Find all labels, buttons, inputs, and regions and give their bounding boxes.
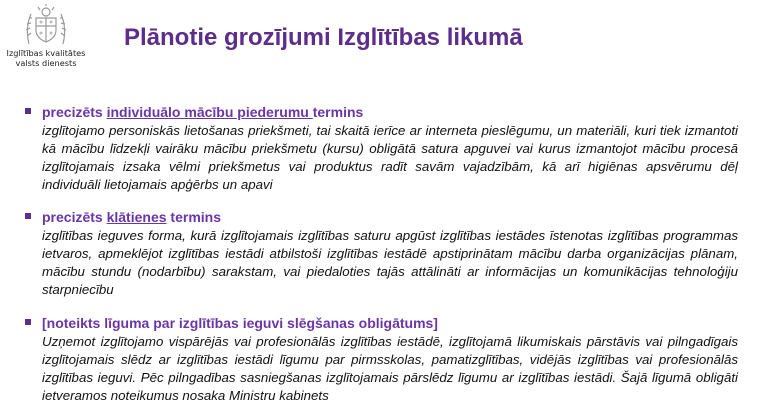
- square-bullet-icon: [25, 319, 31, 325]
- item-heading: [42, 209, 738, 225]
- item-body: izglītības ieguves forma, kurā izglītojamais izglītības saturu apgūst izglītības iestādes īstenotas izglītības programmas ietvaros, apmeklējot izglītības iestādi atbilstoši izglītības iestādē apstiprinātam mācību darba organizācijas plānam, mācību stundu (nodarbību) sarakstam, vai piedaloties tajās attālināti ar informācijas un komunikācijas tehnoloģiju starpniecību: [42, 228, 738, 297]
- list-item-individual-supplies: [22, 104, 738, 194]
- bullet-list: [22, 104, 738, 420]
- list-item-contract: [22, 315, 738, 405]
- heading-text: precizēts: [42, 104, 107, 120]
- heading-text-end: termins: [166, 209, 221, 225]
- square-bullet-icon: [25, 213, 31, 219]
- heading-text: [noteikts līguma par izglītības ieguvi slēgšanas obligātums]: [42, 315, 438, 331]
- heading-link[interactable]: individuālo mācību piederumu: [106, 104, 313, 120]
- organization-logo: [4, 4, 88, 68]
- item-heading: [42, 315, 738, 331]
- slide-title: Plānotie grozījumi Izglītības likumā: [124, 24, 523, 51]
- heading-link[interactable]: klātienes: [106, 209, 167, 225]
- square-bullet-icon: [25, 108, 31, 114]
- organization-name-line2: valsts dienests: [15, 58, 77, 68]
- item-body: izglītojamo personiskās lietošanas priekšmeti, tai skaitā ierīce ar interneta pieslēgumu, un materiāli, kuri tiek izmantoti kā mācību līdzekļi vairāku mācību priekšmetu (kursu) obligātā satura apguvei vai kurus izmantojot mācību procesā izglītojamais izsaka vēlmi priekšmetus vai produktus radīt savām vajadzībām, kā arī higiēnas apsvērumu dēļ individuāli lietojamais apģērbs un apavi: [42, 123, 738, 192]
- coat-of-arms-icon: [23, 4, 69, 48]
- heading-text-end: termins: [312, 104, 364, 120]
- item-body: Uzņemot izglītojamo vispārējās vai profesionālās izglītības iestādē, izglītojamā likumiskais pārstāvis vai pilngadīgais izglītojamais slēdz ar izglītības iestādi līgumu par pirmsskolas, pamatizglītības, vidējās izglītības vai profesionālās izglītības ieguvi. Pēc pilngadības sasniegšanas izglītojamais pārslēdz līgumu ar izglītības iestādi. Šajā līgumā obligāti ietveramos noteikumus nosaka Ministru kabinets: [42, 334, 738, 403]
- list-item-in-person: [22, 209, 738, 299]
- organization-name-line1: Izglītības kvalitātes: [6, 48, 86, 58]
- heading-text: precizēts: [42, 209, 107, 225]
- item-heading: [42, 104, 738, 120]
